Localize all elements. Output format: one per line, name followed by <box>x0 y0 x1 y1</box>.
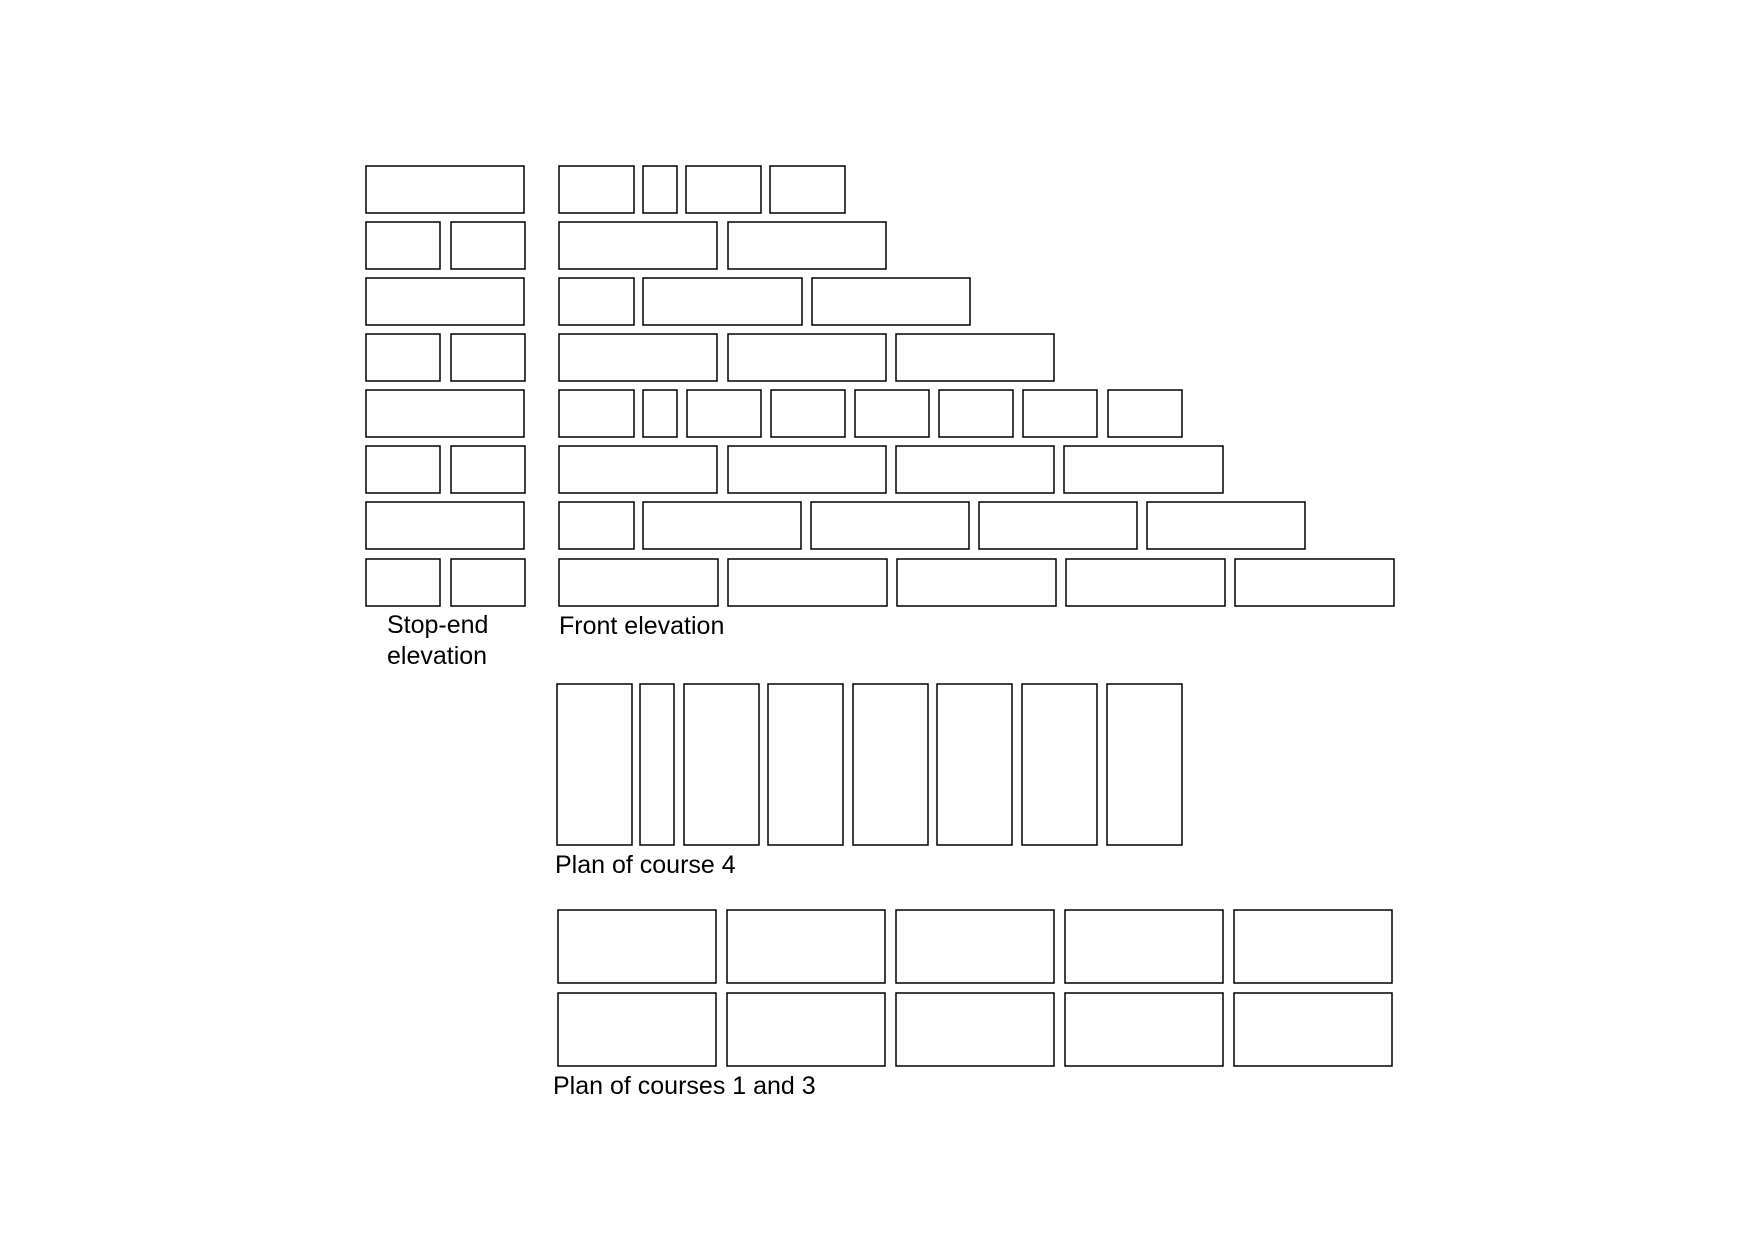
stop-end-header <box>451 334 525 381</box>
plan-course-4-brick <box>1022 684 1097 845</box>
front-elevation-label: Front elevation <box>559 612 725 640</box>
stop-end-header <box>366 334 440 381</box>
front-elevation-brick <box>1147 502 1305 549</box>
plan-courses-1-3-brick <box>558 993 716 1066</box>
plan-courses-1-3-brick <box>558 910 716 983</box>
plan-course-4-brick <box>684 684 759 845</box>
plan-courses-1-3-brick <box>1234 910 1392 983</box>
plan-course-4-brick <box>1107 684 1182 845</box>
front-elevation-brick <box>1064 446 1223 493</box>
plan-courses-1-3-brick <box>896 993 1054 1066</box>
front-elevation-brick <box>728 446 886 493</box>
stop-end-header <box>366 446 440 493</box>
plan-courses-1-3-brick <box>727 993 885 1066</box>
plan-courses-1-3-brick <box>1234 993 1392 1066</box>
stop-end-stretcher <box>366 278 524 325</box>
plan-course-4-brick <box>768 684 843 845</box>
front-elevation-brick <box>728 334 886 381</box>
front-elevation-brick <box>643 502 801 549</box>
front-elevation-brick <box>855 390 929 437</box>
plan-courses-1-3-brick <box>727 910 885 983</box>
front-elevation-brick <box>559 334 717 381</box>
stop-end-stretcher <box>366 502 524 549</box>
front-elevation-brick <box>1023 390 1097 437</box>
front-elevation-brick <box>896 334 1054 381</box>
plan-course-4-brick <box>853 684 928 845</box>
front-elevation-brick <box>559 166 634 213</box>
stop-end-stretcher <box>366 166 524 213</box>
front-elevation-brick <box>559 390 634 437</box>
stop-end-label-line1: Stop-end <box>387 611 489 639</box>
front-elevation-brick <box>979 502 1137 549</box>
front-elevation-brick <box>728 222 886 269</box>
plan-course-4-brick <box>640 684 674 845</box>
stop-end-header <box>451 222 525 269</box>
stop-end-header <box>366 559 440 606</box>
bricks-layer <box>366 166 1394 1066</box>
stop-end-header <box>366 222 440 269</box>
front-elevation-brick <box>897 559 1056 606</box>
front-elevation-brick <box>770 166 845 213</box>
front-elevation-brick <box>643 166 677 213</box>
front-elevation-brick <box>559 559 718 606</box>
front-elevation-brick <box>559 446 717 493</box>
front-elevation-brick <box>811 502 969 549</box>
front-elevation-brick <box>1108 390 1182 437</box>
stop-end-label-line2: elevation <box>387 642 488 670</box>
front-elevation-brick <box>643 278 802 325</box>
stop-end-header <box>451 446 525 493</box>
plan-courses-1-3-brick <box>1065 910 1223 983</box>
front-elevation-brick <box>559 278 634 325</box>
plan-courses-1-3-label: Plan of courses 1 and 3 <box>553 1072 816 1100</box>
plan-courses-1-3-brick <box>1065 993 1223 1066</box>
front-elevation-brick <box>559 502 634 549</box>
front-elevation-brick <box>896 446 1054 493</box>
stop-end-header <box>451 559 525 606</box>
front-elevation-brick <box>686 166 761 213</box>
plan-course-4-label: Plan of course 4 <box>555 851 736 879</box>
front-elevation-brick <box>559 222 717 269</box>
front-elevation-brick <box>812 278 970 325</box>
front-elevation-brick <box>687 390 761 437</box>
plan-courses-1-3-brick <box>896 910 1054 983</box>
front-elevation-brick <box>643 390 677 437</box>
plan-course-4-brick <box>557 684 632 845</box>
front-elevation-brick <box>1066 559 1225 606</box>
front-elevation-brick <box>1235 559 1394 606</box>
front-elevation-brick <box>939 390 1013 437</box>
plan-course-4-brick <box>937 684 1012 845</box>
front-elevation-brick <box>728 559 887 606</box>
front-elevation-brick <box>771 390 845 437</box>
stop-end-stretcher <box>366 390 524 437</box>
